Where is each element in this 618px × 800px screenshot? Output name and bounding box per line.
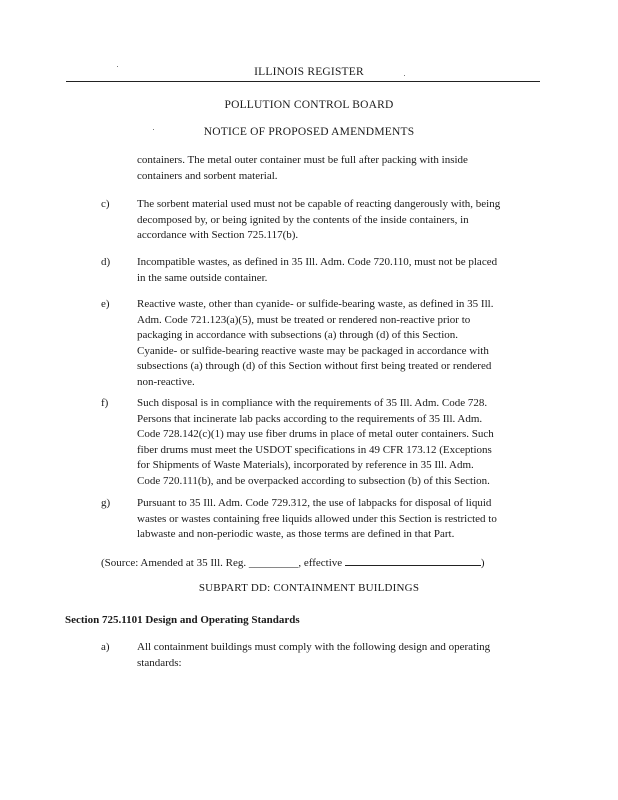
source-blank-2 bbox=[345, 555, 481, 566]
item-letter-g: g) bbox=[101, 497, 111, 509]
item-paragraph-e bbox=[137, 297, 537, 391]
header-rule bbox=[66, 81, 540, 82]
item-line: accordance with Section 725.117(b). bbox=[137, 229, 299, 242]
item-line: Incompatible wastes, as defined in 35 Ill. Adm. Code 720.110, must not be placed bbox=[137, 256, 498, 268]
scan-speck bbox=[404, 75, 405, 76]
source-prefix: (Source: Amended at 35 Ill. Reg. bbox=[101, 557, 249, 569]
item-line: for Shipments of Waste Materials), incorporated by reference in 35 Ill. Adm. bbox=[137, 459, 474, 472]
item-line: Cyanide- or sulfide-bearing reactive waste may be packaged in accordance with bbox=[137, 344, 489, 357]
notice-title: NOTICE OF PROPOSED AMENDMENTS bbox=[203, 126, 415, 138]
item-letter-d: d) bbox=[101, 256, 111, 268]
item-line: Code 728.142(c)(1) may use fiber drums in place of metal outer containers. Such bbox=[137, 428, 494, 441]
item-letter-e: e) bbox=[101, 298, 110, 310]
board-title: POLLUTION CONTROL BOARD bbox=[224, 99, 394, 111]
subpart-title: SUBPART DD: CONTAINMENT BUILDINGS bbox=[198, 582, 420, 594]
section-item-paragraph-a bbox=[137, 640, 537, 671]
item-paragraph-d bbox=[137, 255, 537, 286]
register-title: ILLINOIS REGISTER bbox=[254, 66, 364, 78]
continuation-paragraph bbox=[137, 153, 535, 184]
scan-speck bbox=[117, 66, 118, 67]
item-paragraph-c bbox=[137, 197, 537, 244]
continuation-line: containers. The metal outer container must be full after packing with inside bbox=[137, 154, 468, 166]
source-blank-1: _________ bbox=[248, 557, 299, 569]
item-line: non-reactive. bbox=[137, 375, 195, 388]
continuation-line: containers and sorbent material. bbox=[137, 169, 278, 182]
section-item-letter-a: a) bbox=[101, 641, 110, 653]
source-middle: , effective bbox=[298, 557, 345, 569]
item-line: labwaste and non-periodic waste, as those terms are defined in that Part. bbox=[137, 528, 455, 541]
item-line: The sorbent material used must not be capable of reacting dangerously with, being bbox=[137, 198, 501, 210]
item-line: Such disposal is in compliance with the requirements of 35 Ill. Adm. Code 728. bbox=[137, 397, 488, 409]
item-line: standards: bbox=[137, 656, 182, 669]
item-paragraph-g bbox=[137, 496, 537, 543]
item-line: fiber drums must meet the USDOT specifications in 49 CFR 173.12 (Exceptions bbox=[137, 443, 492, 456]
item-letter-f: f) bbox=[101, 397, 109, 409]
item-line: wastes or wastes containing free liquids allowed under this Section is restricted to bbox=[137, 512, 497, 525]
item-line: Persons that incinerate lab packs according to the requirements of 35 Ill. Adm. bbox=[137, 412, 483, 425]
item-paragraph-f bbox=[137, 396, 537, 490]
item-line: Reactive waste, other than cyanide- or sulfide-bearing waste, as defined in 35 Ill. bbox=[137, 298, 494, 310]
item-line: All containment buildings must comply with the following design and operating bbox=[137, 641, 491, 653]
item-line: Code 720.111(b), and be overpacked according to subsection (b) of this Section. bbox=[137, 474, 490, 487]
source-note bbox=[101, 555, 485, 572]
item-line: decomposed by, or being ignited by the contents of the inside containers, in bbox=[137, 213, 469, 226]
section-heading: Section 725.1101 Design and Operating Standards bbox=[65, 614, 300, 626]
source-suffix: ) bbox=[480, 557, 485, 569]
item-letter-c: c) bbox=[101, 198, 110, 210]
scan-speck bbox=[153, 129, 154, 130]
item-line: Adm. Code 721.123(a)(5), must be treated or rendered non-reactive prior to bbox=[137, 313, 471, 326]
item-line: Pursuant to 35 Ill. Adm. Code 729.312, the use of labpacks for disposal of liquid bbox=[137, 497, 492, 509]
item-line: in the same outside container. bbox=[137, 271, 268, 284]
item-line: packaging in accordance with subsections (a) through (d) of this Section. bbox=[137, 329, 459, 342]
item-line: subsections (a) through (d) of this Section without first being treated or rendered bbox=[137, 360, 492, 373]
